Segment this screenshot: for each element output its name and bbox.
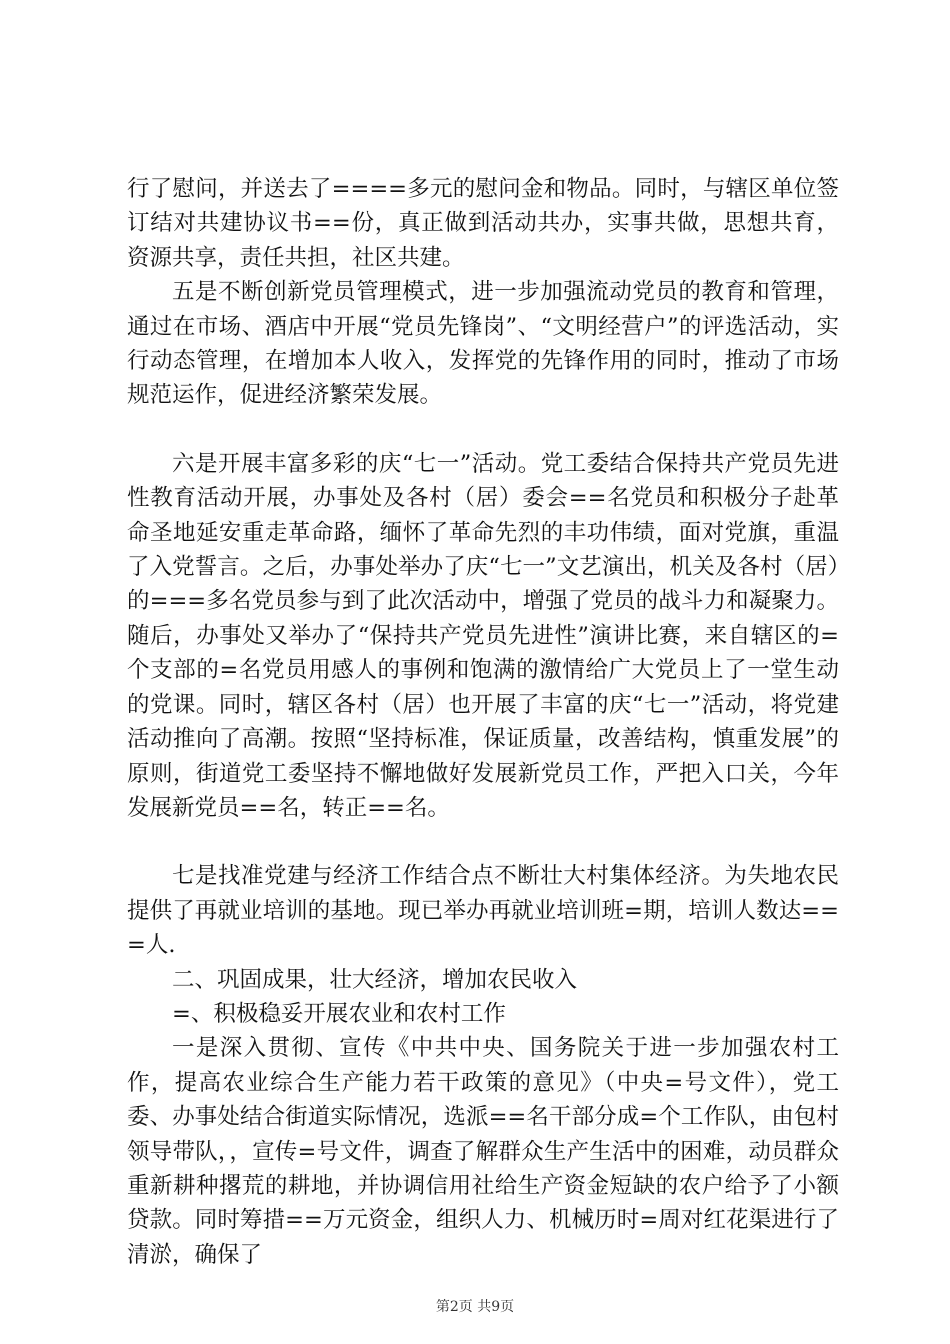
paragraph-item-one: 一是深入贯彻、宣传《中共中央、国务院关于进一步加强农村工作，提高农业综合生产能力若干政策的意见》（中央=号文件），党工委、办事处结合街道实际情况，选派==名干部分成=个工作队，由包村领导带队，，宣传=号文件，调查了解群众生产生活中的困难，动员群众重新耕种撂荒的耕地，并协调信用社给生产资金短缺的农户给予了小额贷款。同时筹措==万元资金，组织人力、机械历时=周对红花渠进行了清淤，确保了 — [127, 1035, 839, 1268]
paragraph-item-seven: 七是找准党建与经济工作结合点不断壮大村集体经济。为失地农民提供了再就业培训的基地。现已举办再就业培训班=期，培训人数达===人. — [127, 863, 839, 959]
paragraph-item-five: 五是不断创新党员管理模式，进一步加强流动党员的教育和管理，通过在市场、酒店中开展“党员先锋岗”、“文明经营户”的评选活动，实行动态管理，在增加本人收入，发挥党的先锋作用的同时，推动了市场规范运作，促进经济繁荣发展。 — [127, 279, 839, 409]
document-body — [127, 172, 839, 1272]
paragraph-item-six: 六是开展丰富多彩的庆“七一”活动。党工委结合保持共产党员先进性教育活动开展，办事处及各村（居）委会==名党员和积极分子赴革命圣地延安重走革命路，缅怀了革命先烈的丰功伟绩，面对党旗，重温了入党誓言。之后，办事处举办了庆“七一”文艺演出，机关及各村（居）的===多名党员参与到了此次活动中，增强了党员的战斗力和凝聚力。随后，办事处又举办了“保持共产党员先进性”演讲比赛，来自辖区的=个支部的=名党员用感人的事例和饱满的激情给广大党员上了一堂生动的党课。同时，辖区各村（居）也开展了丰富的庆“七一”活动，将党建活动推向了高潮。按照“坚持标准，保证质量，改善结构，慎重发展”的原则，街道党工委坚持不懈地做好发展新党员工作，严把入口关，今年发展新党员==名，转正==名。 — [127, 450, 839, 821]
paragraph-continuation: 行了慰问，并送去了====多元的慰问金和物品。同时，与辖区单位签订结对共建协议书==份，真正做到活动共办，实事共做，思想共育，资源共享，责任共担，社区共建。 — [127, 176, 839, 271]
page-number-footer: 第2页 共9页 — [435, 1299, 515, 1315]
subsection-heading: =、积极稳妥开展农业和农村工作 — [172, 1000, 506, 1027]
section-heading: 二、巩固成果，壮大经济，增加农民收入 — [172, 966, 578, 993]
